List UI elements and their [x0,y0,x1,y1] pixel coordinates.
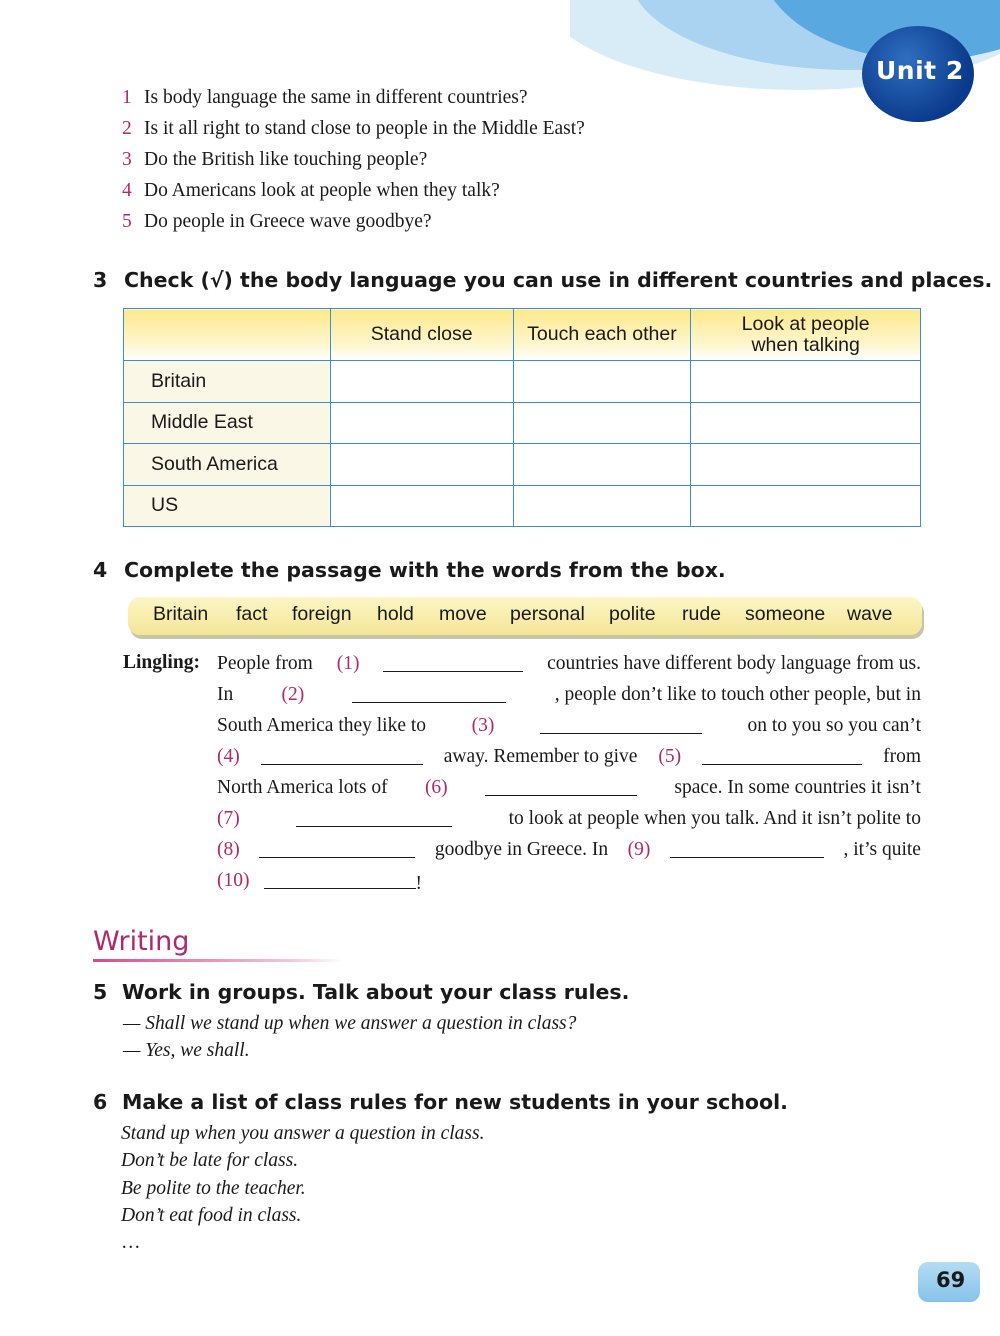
check-cell[interactable] [330,361,513,403]
page-number: 69 [936,1268,966,1292]
section-number: 3 [93,268,108,292]
passage-text: on to you so you can’t [747,715,921,736]
header-corner-cell [124,309,331,361]
section-6-heading [93,1090,788,1114]
passage-line [217,745,921,776]
blank-number: (10) [217,870,250,891]
question-text: Do Americans look at people when they talk? [144,180,500,201]
word-box-word: wave [847,603,893,625]
passage-line [217,838,921,869]
check-cell[interactable] [513,444,691,486]
body-language-table [123,308,921,527]
blank-number: (3) [471,715,495,736]
blank-4[interactable] [261,745,423,765]
passage-text: In [217,684,234,705]
passage-line [217,652,921,683]
question-item [122,86,585,117]
blank-number: (8) [217,839,240,860]
question-item [122,179,585,210]
passage-text: to look at people when you talk. And it isn’t polite to [508,808,921,829]
question-text: Is it all right to stand close to people in the Middle East? [144,118,585,139]
blank-6[interactable] [485,776,637,796]
blank-7[interactable] [296,807,452,827]
question-text: Do people in Greece wave goodbye? [144,211,432,232]
section-instruction: Work in groups. Talk about your class rules. [122,980,630,1004]
passage-text: , people don’t like to touch other people, but in [554,684,921,705]
dialogue-line: — Yes, we shall. [123,1040,250,1061]
speaker-label: Lingling: [123,652,200,673]
word-box-word: fact [236,603,268,625]
section-number: 4 [93,558,108,582]
check-cell[interactable] [691,361,921,403]
section-4-heading [93,558,726,582]
rule-line: Stand up when you answer a question in class. [121,1123,485,1144]
word-box-word: move [439,603,487,625]
blank-8[interactable] [259,838,415,858]
column-header-line: when talking [751,333,860,356]
question-list [122,86,585,241]
row-label: Middle East [124,402,331,444]
check-cell[interactable] [330,402,513,444]
rule-line: Be polite to the teacher. [121,1178,306,1199]
blank-2[interactable] [352,683,506,703]
writing-title: Writing [93,926,190,957]
question-item [122,117,585,148]
section-5-heading [93,980,629,1004]
row-label: South America [124,444,331,486]
section-instruction: Complete the passage with the words from the box. [124,558,726,582]
blank-1[interactable] [383,652,523,672]
rule-line: Don’t eat food in class. [121,1205,302,1226]
check-cell[interactable] [513,485,691,527]
passage-line [217,869,921,900]
question-number: 5 [122,211,132,232]
blank-3[interactable] [540,714,702,734]
column-header [691,309,921,361]
word-box-word: foreign [292,603,352,625]
section-3-heading [93,268,992,292]
unit-label: Unit 2 [876,56,964,85]
word-box-word: someone [745,603,826,625]
blank-number: (4) [217,746,240,767]
blank-number: (2) [281,684,305,705]
question-text: Is body language the same in different countries? [144,87,528,108]
question-number: 4 [122,180,132,201]
passage-line [217,776,921,807]
section-number: 5 [93,980,108,1004]
column-header: Stand close [330,309,513,361]
blank-10[interactable] [264,869,416,889]
row-label: Britain [124,361,331,403]
rule-line: Don’t be late for class. [121,1150,299,1171]
blank-number: (9) [627,839,651,860]
table-header-row [124,309,921,361]
passage-line [217,683,921,714]
passage-text: People from [217,653,313,674]
table-row [124,402,921,444]
passage-text: countries have different body language from us. [547,653,921,674]
section-number: 6 [93,1090,108,1114]
writing-underline [93,959,343,962]
word-box [128,597,922,635]
check-cell[interactable] [691,444,921,486]
blank-number: (1) [336,653,360,674]
question-number: 2 [122,118,132,139]
passage [217,652,921,900]
question-number: 1 [122,87,132,108]
check-cell[interactable] [691,402,921,444]
blank-9[interactable] [670,838,824,858]
question-item [122,148,585,179]
question-text: Do the British like touching people? [144,149,428,170]
passage-line [217,807,921,838]
blank-number: (6) [424,777,448,798]
passage-line [217,714,921,745]
word-box-word: Britain [153,603,209,625]
passage-text: North America lots of [217,777,388,798]
question-item [122,210,585,241]
check-cell[interactable] [330,444,513,486]
rule-ellipsis: … [121,1232,141,1253]
word-box-word: rude [682,603,722,625]
blank-5[interactable] [702,745,862,765]
passage-text: goodbye in Greece. In [434,839,609,860]
word-box-word: polite [609,603,656,625]
passage-text: , it’s quite [843,839,921,860]
row-label: US [124,485,331,527]
table-row [124,485,921,527]
check-cell[interactable] [330,485,513,527]
word-box-word: hold [377,603,414,625]
passage-text: space. In some countries it isn’t [674,777,921,798]
section-instruction: Check (√) the body language you can use in different countries and places. [124,268,993,292]
blank-number: (5) [658,746,682,767]
column-header-line: Look at people [741,312,870,335]
check-cell[interactable] [513,402,691,444]
table-row [124,444,921,486]
question-number: 3 [122,149,132,170]
passage-text: ! [415,873,422,894]
passage-text: away. Remember to give [443,746,638,767]
table-row [124,361,921,403]
blank-number: (7) [217,808,240,829]
dialogue-line: — Shall we stand up when we answer a question in class? [123,1013,577,1034]
section-instruction: Make a list of class rules for new students in your school. [122,1090,788,1114]
check-cell[interactable] [513,361,691,403]
check-cell[interactable] [691,485,921,527]
word-box-word: personal [510,603,585,625]
column-header: Touch each other [513,309,691,361]
passage-text: South America they like to [217,715,427,736]
passage-text: from [883,746,921,767]
